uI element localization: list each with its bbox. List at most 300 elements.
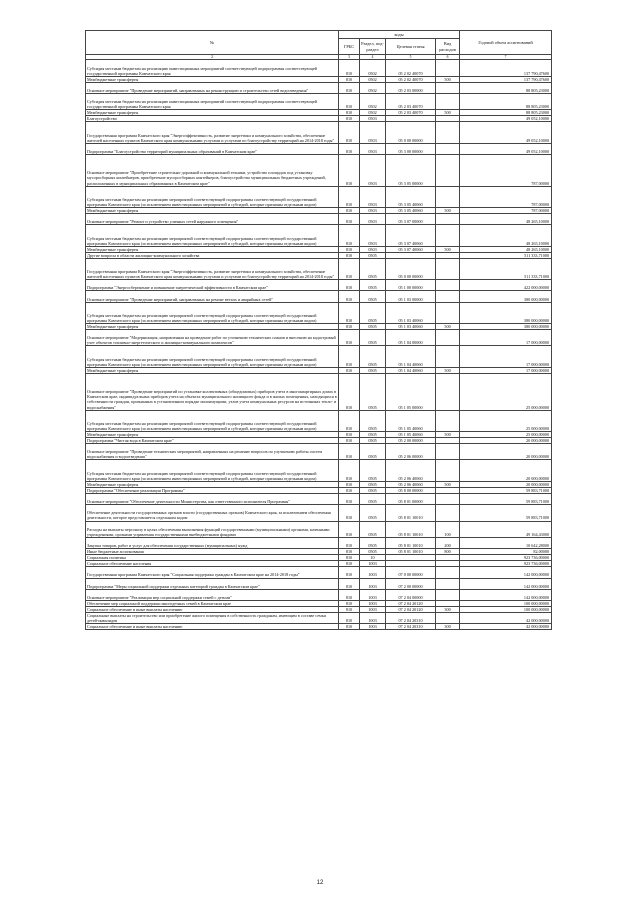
row-article: 07 0 00 00000 [386,567,436,578]
row-article: 07 2 04 20120 [386,600,436,606]
row-article: 05 1 04 40060 [386,346,436,367]
row-name: Благоустройство [86,116,339,122]
row-sum: 923 736,00000 [460,555,552,561]
row-kind [436,578,460,589]
row-kind [436,410,460,431]
row-grbs: 810 [339,494,360,505]
row-sum: 17 000,00000 [460,367,552,373]
row-sum: 82,00000 [460,549,552,555]
row-kind: 500 [436,367,460,373]
row-grbs: 810 [339,143,360,154]
row-article: 05 3 07 40060 [386,225,436,246]
row-section: 1003 [360,613,386,624]
row-name: Основное мероприятие "Проведение мероприятий по установке коллективных (общедомовых) приборов учета в многоквартирных домах в Камчатском крае, индивидуальных приборов учета на объектах муниципального жилищного фонда и в жилых помещениях, находящихся в собственности граждан, признанных в установленном порядке малоимущими, узлов учета коммунальных ресурсов на источниках тепло- и водоснабжения" [86,373,339,410]
row-name: Межбюджетные трансферты [86,110,339,116]
row-grbs: 810 [339,589,360,600]
row-kind [436,494,460,505]
row-article: 07 2 04 20120 [386,606,436,612]
row-sum: 142 000,00000 [460,567,552,578]
row-section: 0505 [360,367,386,373]
row-sum: 511 333,71000 [460,252,552,258]
row-article: 05 1 03 00000 [386,291,436,302]
row-grbs: 810 [339,76,360,82]
row-grbs: 810 [339,487,360,493]
row-article: 05 1 05 40060 [386,432,436,438]
row-grbs: 810 [339,624,360,630]
row-section: 0505 [360,346,386,367]
col-header-num: № [86,31,339,55]
row-grbs: 810 [339,367,360,373]
row-kind [436,613,460,624]
row-name: Социальное обеспечение и иные выплаты населению [86,606,339,612]
row-article: 05 3 07 00000 [386,214,436,225]
table-row [86,444,552,460]
row-grbs: 810 [339,613,360,624]
row-kind [436,280,460,291]
row-kind [436,143,460,154]
row-name: Субсидия местным бюджетам на реализацию мероприятий соответствующей подпрограммы соответствующей государственной программы Камчатского края (за исключением инвестиционных мероприятий и субсидий, которые признаны отдельным кодом) [86,346,339,367]
row-grbs: 810 [339,291,360,302]
table-row [86,82,552,93]
table-row [86,155,552,187]
table-row [86,567,552,578]
row-kind [436,330,460,346]
row-name: Субсидия местным бюджетам на реализацию мероприятий соответствующей подпрограммы соответствующей государственной программы Камчатского края (за исключением инвестиционных мероприятий и субсидий, которые признаны отдельным кодом) [86,410,339,431]
row-article: 05 3 00 00000 [386,143,436,154]
page-number: 12 [316,880,324,886]
row-sum: 20 000,00000 [460,438,552,444]
row-article: 07 2 04 20310 [386,624,436,630]
row-article: 05 0 00 00000 [386,122,436,143]
row-name: Социальная политика [86,555,339,561]
row-article: 05 8 01 10010 [386,537,436,548]
row-grbs: 810 [339,481,360,487]
table-row [86,410,552,431]
row-section: 1003 [360,589,386,600]
row-section: 0505 [360,505,386,521]
row-grbs: 810 [339,258,360,279]
row-kind [436,589,460,600]
row-name: Государственная программа Камчатского края "Энергоэффективность, развитие энергетики и коммунального хозяйства, обеспечение жителей населенных пунктов Камчатского края коммунальными услугами и услугами по благоустройству территорий на 2014-2018 годы" [86,122,339,143]
row-name: Основное мероприятие "Приобретение строительно-дорожной и коммунальной техники, устройство площадок под установку мусоросборных контейнеров, приобретение мусоросборных контейнеров, благоустройство муниципальных бюджетных учреждений, расположенных в муниципальных образованиях в Камчатском крае" [86,155,339,187]
table-row [86,143,552,154]
row-section: 0505 [360,537,386,548]
row-section: 0505 [360,432,386,438]
row-grbs: 810 [339,444,360,460]
row-name: Подпрограмма "Меры социальной поддержки отдельных категорий граждан в Камчатском крае" [86,578,339,589]
col-number: 3 [339,55,360,60]
row-section: 0502 [360,60,386,76]
row-section: 0505 [360,258,386,279]
row-name: Межбюджетные трансферты [86,76,339,82]
row-kind [436,346,460,367]
table-row [86,373,552,410]
row-name: Закупка товаров, работ и услуг для обеспечения государственных (муниципальных) нужд [86,537,339,548]
row-section: 0505 [360,521,386,537]
row-kind [436,373,460,410]
row-sum: 42 000,00000 [460,613,552,624]
table-row [86,346,552,367]
row-grbs: 810 [339,600,360,606]
row-sum: 380 000,00000 [460,291,552,302]
row-name: Субсидия местным бюджетам на реализацию мероприятий соответствующей подпрограммы соответствующей государственной программы Камчатского края (за исключением инвестиционных мероприятий и субсидий, которые признаны отдельным кодом) [86,186,339,207]
row-name: Основное мероприятие "Реализация мер социальной поддержки семей с детьми" [86,589,339,600]
row-name: Основное мероприятие "Ремонт и устройство уличных сетей наружного освещения" [86,214,339,225]
row-grbs: 810 [339,505,360,521]
row-name: Межбюджетные трансферты [86,208,339,214]
row-section: 1003 [360,561,386,567]
row-section: 1003 [360,606,386,612]
row-article: 05 2 03 40070 [386,110,436,116]
row-grbs: 810 [339,116,360,122]
row-grbs: 810 [339,122,360,143]
row-sum: 59 883,71000 [460,494,552,505]
row-sum: 49 052,10000 [460,116,552,122]
row-name: Государственная программа Камчатского края "Энергоэффективность, развитие энергетики и коммунального хозяйства, обеспечение жителей населенных пунктов Камчатского края коммунальными услугами и услугами по благоустройству территорий на 2014-2018 годы" [86,258,339,279]
row-grbs: 810 [339,460,360,481]
row-sum: 42 000,00000 [460,624,552,630]
row-sum: 25 000,00000 [460,410,552,431]
row-section: 0502 [360,93,386,109]
row-name: Основное мероприятие "Модернизация, направленная на проведение работ по уточнению технических планов и внесению на кадастровый учет объектов топливно-энергетического и жилищно-коммунального комплексов" [86,330,339,346]
table-row [86,578,552,589]
row-sum: 20 000,00000 [460,481,552,487]
row-section: 0503 [360,208,386,214]
row-kind [436,214,460,225]
row-sum: 25 000,00000 [460,432,552,438]
row-grbs: 810 [339,432,360,438]
budget-table [85,30,552,630]
row-article: 05 8 01 10010 [386,549,436,555]
row-section: 1003 [360,624,386,630]
row-article: 05 2 00 00000 [386,438,436,444]
row-name: Основное мероприятие "Проведение мероприятий, направленных на реконструкцию и строительство сетей водоотведения" [86,82,339,93]
row-grbs: 810 [339,324,360,330]
row-sum: 49 052,10000 [460,143,552,154]
row-name: Субсидия местным бюджетам на реализацию мероприятий соответствующей подпрограммы соответствующей государственной программы Камчатского края (за исключением инвестиционных мероприятий и субсидий, которые признаны отдельным кодом) [86,460,339,481]
table-row [86,302,552,323]
row-article: 05 1 03 40060 [386,324,436,330]
row-name: Подпрограмма "Энергосбережение и повышение энергетической эффективности в Камчатском крае" [86,280,339,291]
row-article: 05 1 05 40060 [386,410,436,431]
row-name: Иные бюджетные ассигнования [86,549,339,555]
row-grbs: 810 [339,302,360,323]
row-section: 0505 [360,373,386,410]
row-grbs: 810 [339,330,360,346]
row-kind: 500 [436,246,460,252]
row-grbs: 810 [339,82,360,93]
row-section: 0505 [360,438,386,444]
row-grbs: 810 [339,537,360,548]
row-kind: 500 [436,76,460,82]
row-grbs: 810 [339,225,360,246]
row-grbs: 810 [339,60,360,76]
col-number: 4 [360,55,386,60]
table-row [86,589,552,600]
row-kind [436,444,460,460]
row-kind [436,291,460,302]
row-grbs: 810 [339,208,360,214]
row-sum: 142 000,00000 [460,578,552,589]
row-section: 0505 [360,410,386,431]
row-kind [436,122,460,143]
col-number: 5 [386,55,436,60]
col-number: 2 [86,55,339,60]
row-sum: 48 265,10000 [460,225,552,246]
row-article: 05 3 05 40060 [386,208,436,214]
table-row [86,537,552,548]
row-kind: 300 [436,606,460,612]
row-sum: 142 000,00000 [460,589,552,600]
row-grbs: 810 [339,373,360,410]
row-name: Подпрограмма "Благоустройство территорий муниципальных образований в Камчатском крае" [86,143,339,154]
row-article: 05 3 07 40060 [386,246,436,252]
row-sum: 787,00000 [460,155,552,187]
row-kind: 500 [436,481,460,487]
row-sum: 787,00000 [460,186,552,207]
row-section: 0503 [360,225,386,246]
row-sum: 48 265,10000 [460,246,552,252]
row-name: Социальное обеспечение населения [86,561,339,567]
row-section: 1003 [360,578,386,589]
row-grbs: 810 [339,214,360,225]
row-article: 05 2 06 00000 [386,444,436,460]
row-sum: 88 805,23000 [460,110,552,116]
row-section: 0502 [360,82,386,93]
row-sum: 17 000,00000 [460,330,552,346]
col-header-article: Целевая статья [386,39,436,55]
row-article: 05 2 03 40070 [386,93,436,109]
row-kind: 500 [436,324,460,330]
row-sum: 17 000,00000 [460,346,552,367]
row-section: 0505 [360,252,386,258]
row-grbs: 810 [339,93,360,109]
row-article: 05 2 02 40070 [386,60,436,76]
document-page [85,30,551,630]
table-row [86,60,552,76]
row-article: 05 1 04 40060 [386,367,436,373]
row-sum: 422 000,00000 [460,280,552,291]
row-name: Основное мероприятие "Проведение мероприятий, направленных на ремонт ветхих и аварийных сетей" [86,291,339,302]
row-section: 0505 [360,302,386,323]
row-sum: 88 805,23000 [460,82,552,93]
row-name: Подпрограмма "Чистая вода в Камчатском крае" [86,438,339,444]
table-row [86,494,552,505]
row-name: Субсидия местным бюджетам на реализацию инвестиционных мероприятий соответствующей подпрограммы соответствующей государственной программы Камчатского края [86,60,339,76]
row-sum: 48 265,10000 [460,214,552,225]
row-article: 05 1 03 40060 [386,302,436,323]
row-grbs: 810 [339,555,360,561]
row-section: 0503 [360,246,386,252]
row-kind [436,155,460,187]
row-name: Межбюджетные трансферты [86,481,339,487]
row-section: 0503 [360,155,386,187]
row-grbs: 810 [339,549,360,555]
row-section: 0502 [360,76,386,82]
row-article: 05 0 00 00000 [386,258,436,279]
row-section: 0503 [360,186,386,207]
row-name: Государственная программа Камчатского края "Социальная поддержка граждан в Камчатском крае на 2014-2018 годы" [86,567,339,578]
row-section: 0505 [360,280,386,291]
row-sum: 511 333,71000 [460,258,552,279]
row-kind: 100 [436,521,460,537]
table-row [86,613,552,624]
row-section: 1003 [360,600,386,606]
table-row [86,505,552,521]
row-kind [436,186,460,207]
row-sum: 10 642,28000 [460,537,552,548]
row-grbs: 810 [339,252,360,258]
row-grbs: 810 [339,410,360,431]
row-name: Социальные выплаты на строительство или приобретение жилого помещения в собственность гражданам, имеющим в составе семьи детей-инвалидов [86,613,339,624]
row-section: 0503 [360,143,386,154]
row-article: 05 8 01 10010 [386,505,436,521]
row-name: Обеспечение деятельности государственных органов власти (государственных органов) Камчатского края, за исключением обеспечения деятельности, которое представляется отдельным кодом [86,505,339,521]
row-kind [436,225,460,246]
row-kind: 500 [436,432,460,438]
row-sum: 380 000,00000 [460,302,552,323]
table-row [86,330,552,346]
row-name: Другие вопросы в области жилищно-коммунального хозяйства [86,252,339,258]
row-name: Межбюджетные трансферты [86,324,339,330]
row-grbs: 810 [339,578,360,589]
row-kind [436,82,460,93]
row-grbs: 810 [339,186,360,207]
row-section: 0503 [360,214,386,225]
row-kind: 200 [436,537,460,548]
row-sum: 25 000,00000 [460,373,552,410]
row-kind [436,460,460,481]
table-row [86,280,552,291]
row-kind [436,93,460,109]
row-name: Основное мероприятие "Проведение технических мероприятий, направленных на решение вопросов по улучшению работы систем водоснабжения и водоотведения" [86,444,339,460]
col-header-codes: коды [339,31,460,39]
row-grbs: 810 [339,280,360,291]
row-sum: 49 052,10000 [460,122,552,143]
row-section: 0502 [360,110,386,116]
row-section: 10 [360,555,386,561]
row-name: Субсидия местным бюджетам на реализацию мероприятий соответствующей подпрограммы соответствующей государственной программы Камчатского края (за исключением инвестиционных мероприятий и субсидий, которые признаны отдельным кодом) [86,225,339,246]
row-kind: 800 [436,549,460,555]
row-grbs: 810 [339,521,360,537]
row-sum: 100 000,00000 [460,606,552,612]
table-row [86,460,552,481]
table-row [86,291,552,302]
row-grbs: 810 [339,246,360,252]
col-header-grbs: ГРБС [339,39,360,55]
row-section: 1003 [360,567,386,578]
table-row [86,258,552,279]
row-article: 07 2 04 00000 [386,589,436,600]
row-name: Субсидия местным бюджетам на реализацию инвестиционных мероприятий соответствующей подпрограммы соответствующей государственной программы Камчатского края [86,93,339,109]
row-name: Подпрограмма "Обеспечение реализации Программы" [86,487,339,493]
col-number: 7 [460,55,552,60]
row-article: 05 2 06 40060 [386,460,436,481]
table-row [86,122,552,143]
row-section: 0505 [360,487,386,493]
row-kind: 500 [436,110,460,116]
row-kind: 300 [436,624,460,630]
row-article: 05 2 06 40060 [386,481,436,487]
table-row [86,624,552,630]
row-section: 0503 [360,116,386,122]
row-kind [436,505,460,521]
row-article: 05 1 00 00000 [386,280,436,291]
row-grbs: 810 [339,346,360,367]
row-kind [436,258,460,279]
row-grbs: 810 [339,561,360,567]
row-kind [436,567,460,578]
row-article: 05 8 01 00000 [386,494,436,505]
row-sum: 20 000,00000 [460,444,552,460]
row-article: 05 3 05 40060 [386,186,436,207]
row-name: Межбюджетные трансферты [86,367,339,373]
row-section: 0505 [360,291,386,302]
row-name: Субсидия местным бюджетам на реализацию мероприятий соответствующей подпрограммы соответствующей государственной программы Камчатского края (за исключением инвестиционных мероприятий и субсидий, которые признаны отдельным кодом) [86,302,339,323]
row-sum: 137 790,47600 [460,60,552,76]
row-article: 05 2 03 00000 [386,82,436,93]
row-sum: 137 790,47600 [460,76,552,82]
row-section: 0505 [360,481,386,487]
row-article: 07 2 04 20310 [386,613,436,624]
row-article: 05 1 04 00000 [386,330,436,346]
row-sum: 59 883,71000 [460,505,552,521]
row-section: 0505 [360,324,386,330]
row-section: 0505 [360,549,386,555]
row-sum: 787,00000 [460,208,552,214]
row-section: 0505 [360,494,386,505]
row-grbs: 810 [339,567,360,578]
row-section: 0505 [360,330,386,346]
row-sum: 380 000,00000 [460,324,552,330]
row-name: Расходы на выплаты персоналу в целях обеспечения выполнения функций государственными (муниципальными) органами, казенными учреждениями, органами управления государственными внебюджетными фондами [86,521,339,537]
col-header-section: Раздел, под-раздел [360,39,386,55]
row-article: 07 2 00 00000 [386,578,436,589]
row-article: 05 1 05 00000 [386,373,436,410]
col-header-kind: Вид расходов [436,39,460,55]
row-kind: 500 [436,208,460,214]
table-row [86,214,552,225]
row-section: 0505 [360,460,386,481]
row-section: 0505 [360,444,386,460]
col-header-sum: Годовой объем ассигнований [460,31,552,55]
row-sum: 59 883,71000 [460,487,552,493]
row-kind [436,60,460,76]
row-kind [436,302,460,323]
row-sum: 923 736,00000 [460,561,552,567]
row-sum: 88 805,23000 [460,93,552,109]
row-name: Социальное обеспечение и иные выплаты населению [86,624,339,630]
row-article: 05 3 05 00000 [386,155,436,187]
row-name: Обеспечение мер социальной поддержки многодетных семей в Камчатском крае [86,600,339,606]
col-number: 6 [436,55,460,60]
row-name: Межбюджетные трансферты [86,246,339,252]
table-row [86,225,552,246]
row-article: 05 8 01 10010 [386,521,436,537]
row-article: 05 8 00 00000 [386,487,436,493]
row-sum: 49 164,43000 [460,521,552,537]
row-sum: 100 000,00000 [460,600,552,606]
row-section: 0503 [360,122,386,143]
row-grbs: 810 [339,438,360,444]
row-sum: 20 000,00000 [460,460,552,481]
row-name: Межбюджетные трансферты [86,432,339,438]
table-row [86,521,552,537]
row-grbs: 810 [339,606,360,612]
row-name: Основное мероприятие "Обеспечение деятельности Министерства, как ответственного исполнителя Программы" [86,494,339,505]
row-article: 05 2 02 40070 [386,76,436,82]
table-row [86,93,552,109]
